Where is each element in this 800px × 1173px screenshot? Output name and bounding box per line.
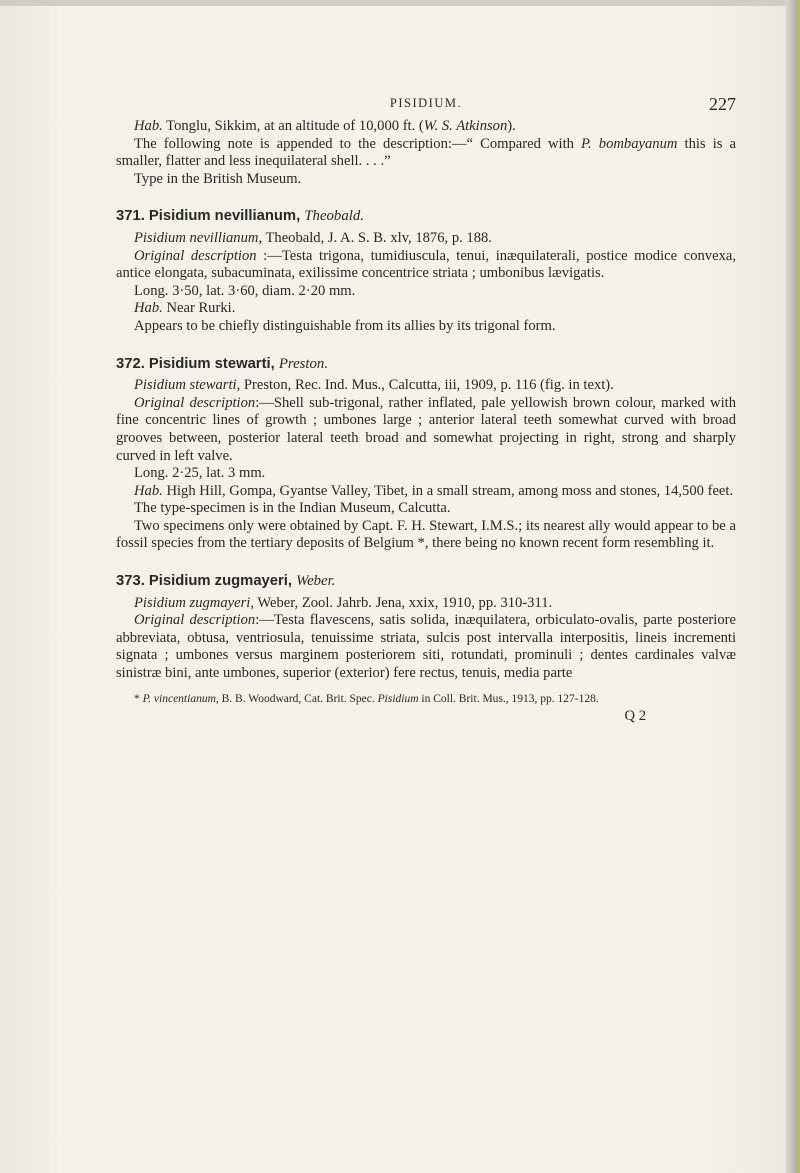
species-371-habitat: Hab. Near Rurki. <box>134 300 236 317</box>
species-371-reference: Pisidium nevillianum, Theobald, J. A. S. B. xlv, 1876, p. 188. <box>134 229 492 246</box>
intro-type: Type in the British Museum. <box>134 170 302 187</box>
page-body <box>116 118 736 726</box>
page-top-edge <box>0 0 800 6</box>
footnote: * P. vincentianum, B. B. Woodward, Cat. Brit. Spec. Pisidium in Coll. Brit. Mus., 1913, pp. 127-128. <box>134 692 599 705</box>
species-373-heading: 373. Pisidium zugmayeri, Weber. <box>116 573 336 590</box>
species-372-dimensions: Long. 2·25, lat. 3 mm. <box>134 465 266 482</box>
species-371-dimensions: Long. 3·50, lat. 3·60, diam. 2·20 mm. <box>134 282 356 299</box>
intro-habitat: Hab. Tonglu, Sikkim, at an altitude of 10,000 ft. (W. S. Atkinson). <box>134 118 516 134</box>
species-371-heading: 371. Pisidium nevillianum, Theobald. <box>116 208 364 225</box>
species-373-reference: Pisidium zugmayeri, Weber, Zool. Jahrb. Jena, xxix, 1910, pp. 310-311. <box>134 594 553 611</box>
running-head: PISIDIUM. <box>389 96 463 110</box>
species-372-description: Original description:—Shell sub-trigonal, rather inflated, pale yellowish brown colour, marked with fine concentric lines of growth ; umbones large ; anterior lateral teeth somewhat curved with broad grooves between, posterior lateral teeth broad and somewhat projecting in right, strong and sharply curved in left valve. <box>116 394 736 464</box>
species-372-note: Two specimens only were obtained by Capt. F. H. Stewart, I.M.S.; its nearest ally would appear to be a fossil species from the tertiary deposits of Belgium *, there being no known recent form resembling it. <box>116 517 736 552</box>
page-header <box>116 94 736 116</box>
species-372-type: The type-specimen is in the Indian Museum, Calcutta. <box>134 500 451 517</box>
species-372-habitat: Hab. High Hill, Gompa, Gyantse Valley, Tibet, in a small stream, among moss and stones, 14,500 feet. <box>134 482 734 499</box>
species-372-heading: 372. Pisidium stewarti, Preston. <box>116 355 329 372</box>
species-371-note: Appears to be chiefly distinguishable from its allies by its trigonal form. <box>134 317 556 334</box>
species-371-description: Original description :—Testa trigona, tumidiuscula, tenui, inæquilaterali, postice modice convexa, antice elongata, subacuminata, exilissime concentrice striata ; umbonibus lævigatis. <box>116 247 736 282</box>
intro-note: The following note is appended to the description:—“ Compared with P. bombayanum this is a smaller, flatter and less inequilateral shell. . . .” <box>116 135 736 170</box>
book-spine-edge <box>786 0 800 1173</box>
species-373-description: Original description:—Testa flavescens, satis solida, inæquilatera, orbiculato-ovalis, parte posteriore abbreviata, obtusa, ventriosula, tenuissime striata, sulcis post intervalla interpositis, lineis incrementi signata ; umbones versus marginem posteriorem siti, rotundati, prominuli ; dentes cardinales valvæ sinistræ bini, ante umbones, superior (exterior) fere rectus, tenuis, media parte <box>116 612 736 682</box>
signature-mark: Q 2 <box>624 708 646 725</box>
species-372-reference: Pisidium stewarti, Preston, Rec. Ind. Mus., Calcutta, iii, 1909, p. 116 (fig. in text). <box>134 377 614 394</box>
page-number: 227 <box>709 94 736 114</box>
